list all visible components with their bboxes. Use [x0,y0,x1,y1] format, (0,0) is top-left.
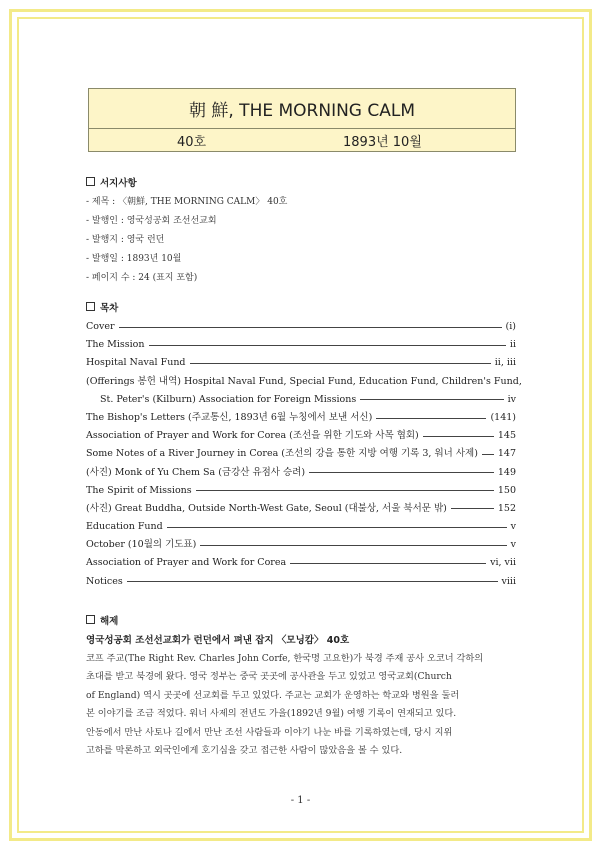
toc-entry: Education Fund v [86,521,516,533]
toc-entry: The Spirit of Missions 150 [86,484,516,496]
paragraph-line: 고하를 막론하고 외국인에게 호기심을 갖고 접근한 사람이 많았음을 볼 수 있다. [86,745,403,757]
issue-row [89,129,515,151]
paragraph-line: 안동에서 만난 사토나 길에서 만난 조선 사람들과 이야기 나눈 바를 기록하였는데, 당시 지위 [86,726,453,738]
toc-entry: The Mission ii [86,339,516,351]
toc-entry: Cover (i) [86,321,516,332]
toc-entry: Association of Prayer and Work for Corea vi, vii [86,557,516,569]
toc-entry: St. Peter's (Kilburn) Association for Foreign Missions iv [100,393,516,405]
bibliography-line: - 발행인 : 영국성공회 조선선교회 [86,216,217,226]
toc-entry: Hospital Naval Fund ii, iii [86,357,516,369]
toc-entry: October (10월의 기도표) v [86,539,516,551]
paragraph-line: 초대를 받고 북경에 왔다. 영국 정부는 중국 곳곳에 공사관을 두고 있었고 영국교회(Church [86,671,452,683]
bibliography-line: - 발행지 : 영국 런던 [86,235,165,245]
issue-date: 1893년 10월 [343,134,422,150]
toc-entry: Association of Prayer and Work for Corea (조선을 위한 기도와 사목 협회) 145 [86,430,516,442]
bibliography-line: - 제목 : 〈朝鮮, THE MORNING CALM〉 40호 [86,197,288,207]
checkbox-square-icon [86,302,95,311]
toc-entry: Some Notes of a River Journey in Corea (조선의 강을 통한 지방 여행 기록 3, 워너 사제) 147 [86,448,516,460]
checkbox-square-icon [86,615,95,624]
bibliography-line: - 페이지 수 : 24 (표지 포함) [86,273,198,283]
paragraph-line: 코프 주교(The Right Rev. Charles John Corfe, 한국명 고요한)가 북경 주재 공사 오코너 각하의 [86,652,484,664]
toc-entry: (사진) Monk of Yu Chem Sa (금강산 유점사 승려) 149 [86,466,516,478]
commentary-subtitle: 영국성공회 조선선교회가 런던에서 펴낸 잡지 〈모닝캄〉 40호 [86,634,350,646]
bibliography-line: - 발행일 : 1893년 10월 [86,254,182,264]
paragraph-line: of England) 역시 곳곳에 선교회를 두고 있었다. 주교는 교회가 운영하는 학교와 병원을 둘러 [86,689,460,701]
journal-title: 朝 鮮, THE MORNING CALM [89,89,515,129]
commentary-heading: 해제 [86,613,516,631]
page-number: - 1 - [290,795,311,806]
bibliography-heading: 서지사항 [86,175,516,193]
title-box [88,88,516,152]
bibliography-list [86,193,516,288]
toc-entry: Notices viii [86,575,516,587]
issue-number: 40호 [177,134,207,150]
toc-entry-first-line: (Offerings 봉헌 내역) Hospital Naval Fund, Special Fund, Education Fund, Children's Fund, [86,375,522,387]
toc-list [86,318,522,591]
document-body [86,175,522,761]
checkbox-square-icon [86,177,95,186]
toc-heading: 목차 [86,300,516,318]
paragraph-line: 본 이야기를 조금 적었다. 워너 사제의 전년도 가을(1892년 9월) 여행 기록이 연재되고 있다. [86,708,457,720]
commentary-paragraph [86,650,516,761]
toc-entry: The Bishop's Letters (주교통신, 1893년 6월 누칭에서 보낸 서신) (141) [86,411,516,423]
toc-entry: (사진) Great Buddha, Outside North-West Gate, Seoul (대불상, 서울 북서문 밖) 152 [86,502,516,514]
